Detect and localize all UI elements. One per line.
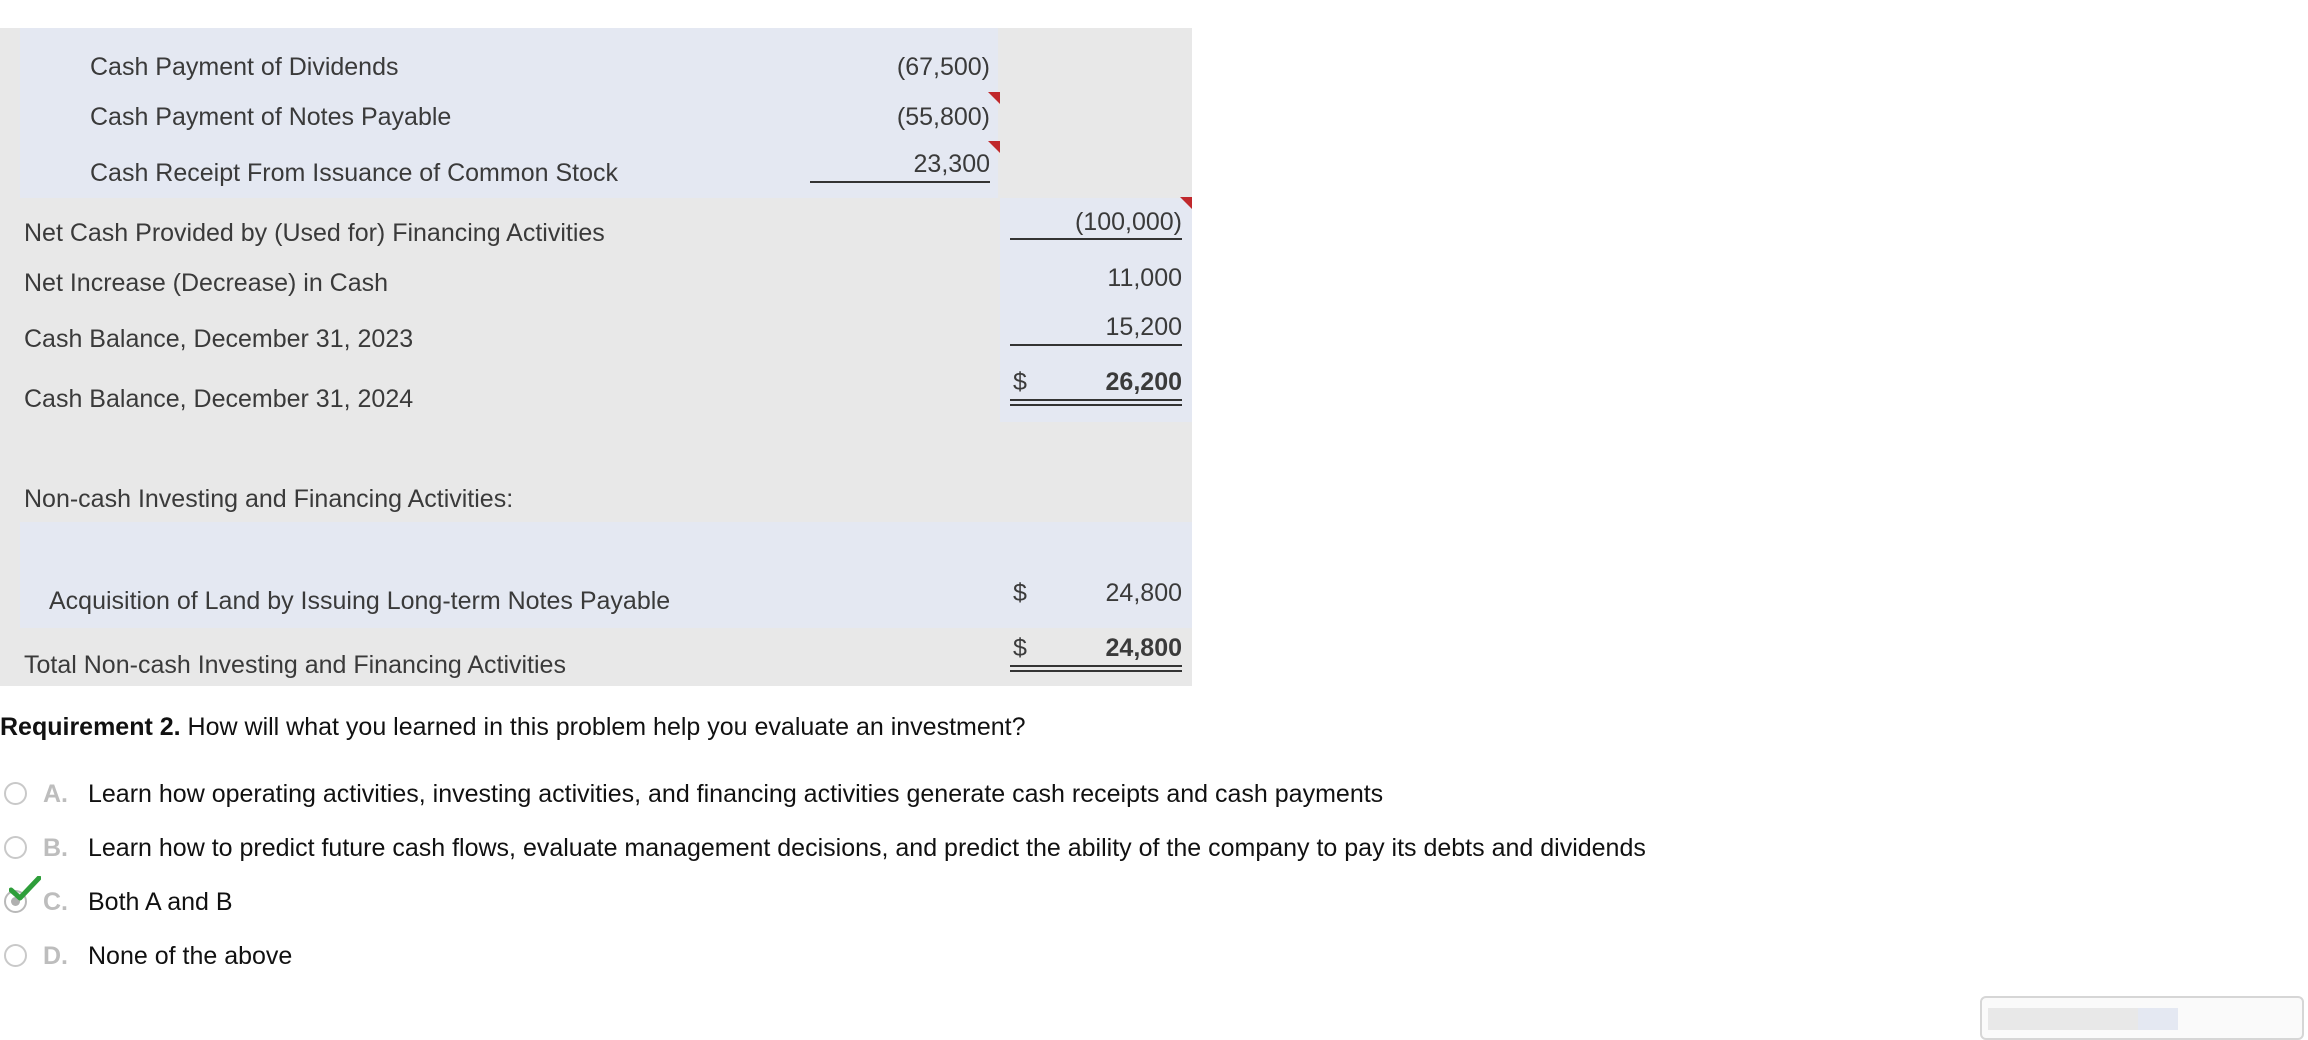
end-balance-double-underline-bottom [1010,404,1182,406]
dividends-value[interactable]: (67,500) [896,53,990,81]
end-balance-dollar: $ [1013,368,1027,396]
land-acquisition-value[interactable]: 24,800 [1105,579,1182,607]
radio-button[interactable] [4,944,27,967]
notes-payable-value[interactable]: (55,800) [896,103,990,131]
land-acquisition-dollar: $ [1013,579,1027,607]
option-a[interactable] [0,774,1800,814]
end-balance-value[interactable]: 26,200 [1105,368,1182,396]
thumbnail-gray-block [1988,1008,2138,1030]
radio-button[interactable] [4,836,27,859]
net-financing-underline [1010,238,1182,240]
option-letter: A. [43,780,68,808]
net-increase-label: Net Increase (Decrease) in Cash [24,269,389,297]
begin-balance-value[interactable]: 15,200 [1105,313,1182,341]
notes-payable-label: Cash Payment of Notes Payable [90,103,452,131]
option-c[interactable] [0,882,1800,922]
requirement-text: How will what you learned in this problem help you evaluate an investment? [180,713,1026,741]
common-stock-label: Cash Receipt From Issuance of Common Stock [90,159,618,187]
option-d[interactable] [0,936,1800,976]
option-letter: D. [43,942,68,970]
common-stock-value[interactable]: 23,300 [913,150,990,178]
option-text: Both A and B [88,888,233,916]
option-text: Learn how to predict future cash flows, evaluate management decisions, and predict the ability of the company to pay its debts and dividends [88,834,1646,862]
begin-balance-label: Cash Balance, December 31, 2023 [24,325,414,353]
begin-balance-underline [1010,344,1182,346]
end-balance-label: Cash Balance, December 31, 2024 [24,385,414,413]
option-letter: C. [43,888,68,916]
noncash-total-label: Total Non-cash Investing and Financing Activities [24,651,566,679]
option-letter: B. [43,834,68,862]
option-text: Learn how operating activities, investing activities, and financing activities generate cash receipts and cash payments [88,780,1384,808]
end-balance-double-underline-top [1010,399,1182,401]
land-acquisition-label: Acquisition of Land by Issuing Long-term Notes Payable [49,587,671,615]
net-financing-label: Net Cash Provided by (Used for) Financing Activities [24,219,605,247]
net-financing-value[interactable]: (100,000) [1074,208,1182,236]
noncash-total-double-underline-bottom [1010,670,1182,672]
net-increase-value[interactable]: 11,000 [1107,264,1182,292]
error-flag-icon [1180,197,1192,209]
preview-thumbnail[interactable] [1980,996,2304,1040]
correct-check-icon [9,876,41,902]
dividends-label: Cash Payment of Dividends [90,53,399,81]
error-flag-icon [988,141,1000,153]
noncash-heading: Non-cash Investing and Financing Activities: [24,485,514,513]
option-text: None of the above [88,942,293,970]
subtotal-underline [810,181,990,183]
requirement-prefix: Requirement 2. [0,713,181,741]
radio-button[interactable] [4,782,27,805]
noncash-total-value[interactable]: 24,800 [1105,634,1182,662]
noncash-total-dollar: $ [1013,634,1027,662]
option-b[interactable] [0,828,1800,868]
requirement-question [0,713,1026,742]
noncash-total-double-underline-top [1010,665,1182,667]
thumbnail-blue-block [2138,1008,2178,1030]
error-flag-icon [988,92,1000,104]
